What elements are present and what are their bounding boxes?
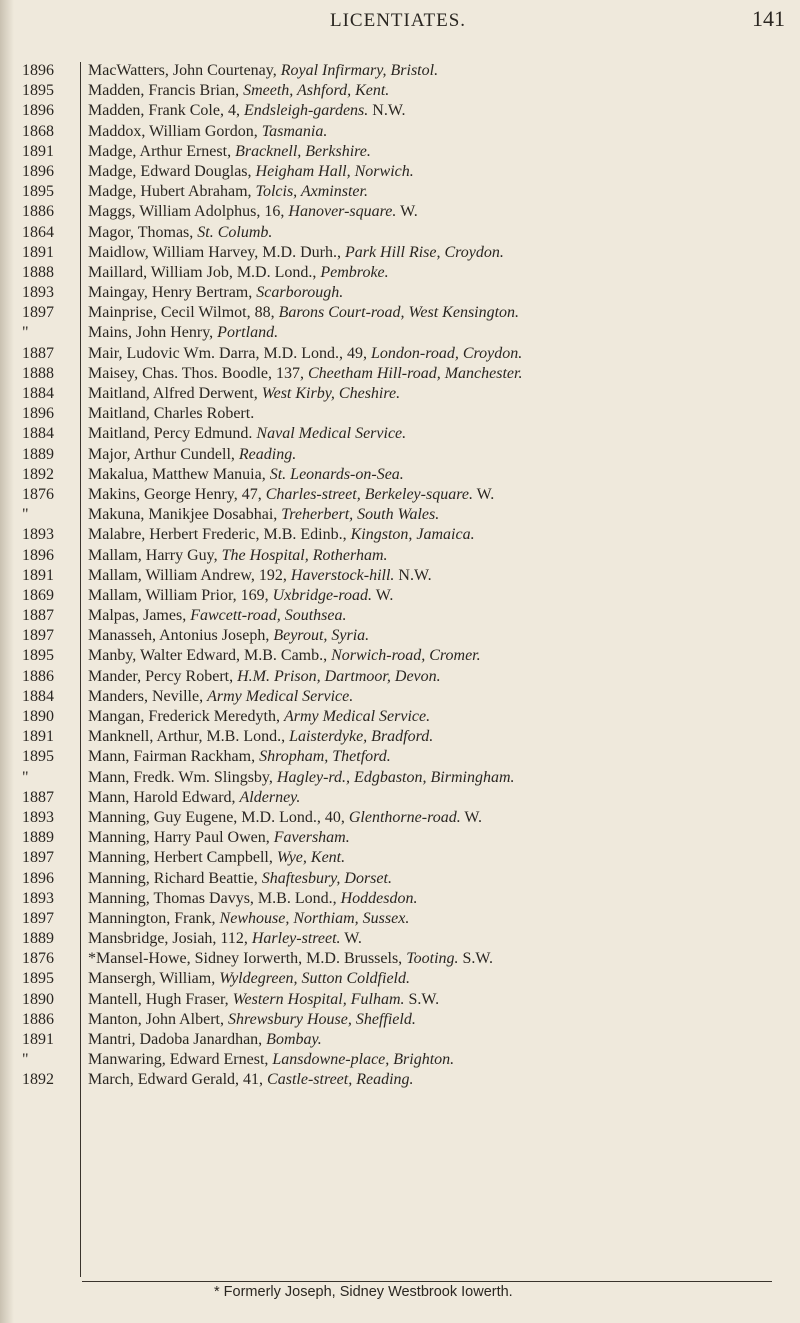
entry-text bbox=[88, 122, 800, 142]
list-item bbox=[0, 949, 800, 969]
entry-district: W. bbox=[340, 930, 362, 948]
entry-year: 1895 bbox=[22, 748, 54, 766]
list-item bbox=[0, 303, 800, 323]
entry-year: 1896 bbox=[22, 162, 54, 180]
entry-address: Army Medical Service. bbox=[283, 708, 431, 725]
entry-name: Maggs, William Adolphus, 16, bbox=[88, 203, 289, 221]
entry-text bbox=[88, 1010, 800, 1030]
entry-name: Mallam, William Andrew, 192, bbox=[88, 566, 291, 584]
entry-name: Mantri, Dadoba Janardhan, bbox=[88, 1031, 267, 1048]
entry-year: 1896 bbox=[22, 405, 54, 423]
entry-district: W. bbox=[460, 808, 483, 826]
entry-year: 1892 bbox=[22, 1071, 54, 1089]
entry-name: Mannington, Frank, bbox=[88, 909, 220, 927]
entry-text bbox=[88, 606, 800, 626]
entry-name: Manning, Richard Beattie, bbox=[88, 869, 262, 887]
entry-text bbox=[88, 848, 800, 868]
entry-year: 1891 bbox=[22, 243, 54, 261]
list-item bbox=[0, 788, 800, 808]
entry-address: Wye, Kent. bbox=[276, 849, 346, 867]
entry-year: " bbox=[22, 324, 29, 342]
entry-text bbox=[88, 667, 800, 687]
entry-address: St. Leonards-on-Sea. bbox=[269, 465, 404, 483]
list-item bbox=[0, 485, 800, 505]
entry-text bbox=[88, 303, 800, 323]
entry-address: Hoddesdon. bbox=[340, 889, 418, 907]
entry-name: Malpas, James, bbox=[88, 607, 191, 625]
entry-year: 1868 bbox=[22, 122, 54, 140]
entry-address: West Kirby, Cheshire. bbox=[261, 385, 401, 402]
entry-name: Manders, Neville, bbox=[88, 687, 208, 705]
entry-year: 1896 bbox=[22, 869, 54, 887]
entry-year: 1897 bbox=[22, 627, 54, 645]
licentiates-list bbox=[0, 61, 800, 1091]
entry-district: W. bbox=[396, 203, 418, 221]
entry-name: Maillard, William Job, M.D. Lond., bbox=[88, 263, 321, 281]
entry-year: 1893 bbox=[22, 526, 54, 544]
entry-address: Harley-street. bbox=[251, 930, 341, 948]
list-item bbox=[0, 263, 800, 283]
entry-text bbox=[88, 364, 800, 384]
entry-year: 1890 bbox=[22, 990, 54, 1008]
entry-text bbox=[88, 404, 800, 424]
entry-text bbox=[88, 990, 800, 1010]
footnote-rule bbox=[82, 1281, 772, 1282]
entry-address: Park Hill Rise, Croydon. bbox=[344, 243, 504, 261]
list-item bbox=[0, 384, 800, 404]
entry-text bbox=[88, 61, 800, 81]
entry-text bbox=[88, 243, 800, 263]
entry-address: Heigham Hall, Norwich. bbox=[255, 162, 414, 180]
entry-year: 1888 bbox=[22, 364, 54, 382]
list-item bbox=[0, 1070, 800, 1090]
entry-year: 1896 bbox=[22, 546, 54, 564]
entry-address: Fawcett-road, Southsea. bbox=[190, 607, 347, 625]
entry-year: 1891 bbox=[22, 1031, 54, 1048]
entry-name: MacWatters, John Courtenay, bbox=[88, 62, 281, 79]
entry-address: Wyldegreen, Sutton Coldfield. bbox=[219, 970, 410, 988]
list-item bbox=[0, 404, 800, 424]
list-item bbox=[0, 344, 800, 364]
entry-name: Madden, Frank Cole, 4, bbox=[88, 102, 244, 120]
list-item bbox=[0, 122, 800, 142]
entry-name: Mann, Fredk. Wm. Slingsby, bbox=[88, 768, 277, 786]
list-item bbox=[0, 445, 800, 465]
entry-address: Scarborough. bbox=[256, 284, 344, 302]
entry-text bbox=[88, 687, 800, 707]
list-item bbox=[0, 101, 800, 121]
entry-name: Mallam, Harry Guy, bbox=[88, 546, 222, 564]
entry-address: The Hospital, Rotherham. bbox=[221, 546, 388, 564]
entry-year: 1886 bbox=[22, 203, 54, 221]
entry-name: Manning, Harry Paul Owen, bbox=[88, 829, 274, 847]
entry-address: Glenthorne-road. bbox=[348, 808, 461, 826]
entry-text bbox=[88, 546, 800, 566]
entry-name: Mansergh, William, bbox=[88, 970, 220, 988]
entry-name: Mainprise, Cecil Wilmot, 88, bbox=[88, 304, 279, 322]
entry-text bbox=[88, 182, 800, 202]
entry-name: March, Edward Gerald, 41, bbox=[88, 1071, 268, 1089]
list-item bbox=[0, 1050, 800, 1070]
entry-address: Reading. bbox=[238, 445, 297, 463]
list-item bbox=[0, 909, 800, 929]
list-item bbox=[0, 687, 800, 707]
entry-name: Manknell, Arthur, M.B. Lond., bbox=[88, 728, 290, 746]
entry-address: Tooting. bbox=[406, 950, 459, 968]
entry-address: Haverstock-hill. bbox=[290, 566, 395, 584]
entry-text bbox=[88, 384, 800, 404]
entry-year: 1864 bbox=[22, 223, 54, 241]
entry-address: Charles-street, Berkeley-square. bbox=[265, 485, 473, 503]
entry-year: 1891 bbox=[22, 566, 54, 584]
entry-name: Mair, Ludovic Wm. Darra, M.D. Lond., 49, bbox=[88, 344, 372, 362]
entry-text bbox=[88, 869, 800, 889]
entry-year: 1887 bbox=[22, 344, 54, 362]
entry-year: 1895 bbox=[22, 970, 54, 988]
list-item bbox=[0, 586, 800, 606]
list-item bbox=[0, 81, 800, 101]
list-item bbox=[0, 828, 800, 848]
list-item bbox=[0, 747, 800, 767]
list-item bbox=[0, 1030, 800, 1050]
list-item bbox=[0, 61, 800, 81]
list-item bbox=[0, 848, 800, 868]
entry-address: Beyrout, Syria. bbox=[273, 627, 370, 645]
entry-name: Makins, George Henry, 47, bbox=[88, 485, 266, 503]
entry-address: Faversham. bbox=[273, 829, 350, 847]
entry-name: Madge, Edward Douglas, bbox=[88, 162, 256, 180]
list-item bbox=[0, 869, 800, 889]
entry-text bbox=[88, 586, 800, 606]
list-item bbox=[0, 808, 800, 828]
entry-text bbox=[88, 485, 800, 505]
entry-year: 1887 bbox=[22, 607, 54, 625]
entry-text bbox=[88, 1050, 800, 1070]
entry-address: Western Hospital, Fulham. bbox=[232, 990, 405, 1008]
entry-year: 1895 bbox=[22, 647, 54, 665]
entry-year: 1884 bbox=[22, 687, 54, 705]
entry-address: Newhouse, Northiam, Sussex. bbox=[219, 909, 410, 927]
entry-district: W. bbox=[472, 485, 495, 503]
list-item bbox=[0, 667, 800, 687]
list-item bbox=[0, 505, 800, 525]
entry-address: Lansdowne-place, Brighton. bbox=[272, 1051, 455, 1069]
entry-name: Mander, Percy Robert, bbox=[88, 667, 238, 685]
entry-text bbox=[88, 525, 800, 545]
entry-name: Manning, Thomas Davys, M.B. Lond., bbox=[88, 889, 341, 907]
list-item bbox=[0, 1010, 800, 1030]
entry-name: Makalua, Matthew Manuia, bbox=[88, 465, 270, 483]
entry-year: 1869 bbox=[22, 586, 54, 604]
entry-text bbox=[88, 889, 800, 909]
entry-address: H.M. Prison, Dartmoor, Devon. bbox=[237, 667, 441, 685]
entry-address: Norwich-road, Cromer. bbox=[331, 647, 481, 665]
entry-year: 1876 bbox=[22, 485, 54, 503]
entry-year: 1893 bbox=[22, 889, 54, 907]
entry-year: 1892 bbox=[22, 465, 54, 483]
entry-year: 1893 bbox=[22, 808, 54, 826]
list-item bbox=[0, 990, 800, 1010]
entry-year: " bbox=[22, 768, 29, 786]
entry-address: Naval Medical Service. bbox=[256, 425, 407, 443]
entry-year: 1886 bbox=[22, 667, 54, 685]
list-item bbox=[0, 727, 800, 747]
entry-text bbox=[88, 465, 800, 485]
entry-address: Hagley-rd., Edgbaston, Birmingham. bbox=[276, 768, 515, 786]
entry-year: 1896 bbox=[22, 102, 54, 120]
entry-text bbox=[88, 344, 800, 364]
entry-text bbox=[88, 646, 800, 666]
entry-name: Madge, Hubert Abraham, bbox=[88, 183, 256, 201]
entry-name: Manning, Guy Eugene, M.D. Lond., 40, bbox=[88, 808, 349, 826]
entry-address: Castle-street, Reading. bbox=[267, 1071, 414, 1089]
entry-text bbox=[88, 828, 800, 848]
entry-name: Manwaring, Edward Ernest, bbox=[88, 1051, 273, 1069]
list-item bbox=[0, 546, 800, 566]
entry-text bbox=[88, 81, 800, 101]
page-number: 141 bbox=[752, 6, 785, 31]
entry-text bbox=[88, 909, 800, 929]
entry-district: S.W. bbox=[458, 950, 494, 968]
entry-year: 1897 bbox=[22, 909, 54, 927]
entry-name: Madden, Francis Brian, bbox=[88, 82, 244, 100]
entry-address: Kingston, Jamaica. bbox=[350, 526, 475, 544]
list-item bbox=[0, 566, 800, 586]
list-item bbox=[0, 364, 800, 384]
entry-name: Major, Arthur Cundell, bbox=[88, 445, 239, 463]
entry-name: *Mansel-Howe, Sidney Iorwerth, M.D. Brussels, bbox=[88, 950, 407, 968]
entry-year: 1895 bbox=[22, 82, 54, 100]
entry-address: St. Columb. bbox=[197, 223, 273, 241]
list-item bbox=[0, 969, 800, 989]
entry-text bbox=[88, 445, 800, 465]
entry-address: Alderney. bbox=[239, 788, 301, 806]
entry-name: Maitland, Alfred Derwent, bbox=[88, 385, 262, 402]
entry-district: N.W. bbox=[394, 566, 432, 584]
entry-text bbox=[88, 424, 800, 444]
entry-year: 1889 bbox=[22, 829, 54, 847]
entry-district: W. bbox=[372, 586, 394, 604]
entry-year: 1889 bbox=[22, 445, 54, 463]
entry-text bbox=[88, 202, 800, 222]
entry-name: Manby, Walter Edward, M.B. Camb., bbox=[88, 647, 332, 665]
entry-address: Uxbridge-road. bbox=[272, 586, 373, 604]
entry-address: Shropham, Thetford. bbox=[259, 748, 391, 766]
entry-name: Mangan, Frederick Meredyth, bbox=[88, 708, 284, 725]
entry-name: Manasseh, Antonius Joseph, bbox=[88, 627, 274, 645]
list-item bbox=[0, 182, 800, 202]
entry-text bbox=[88, 505, 800, 525]
running-header bbox=[0, 4, 800, 40]
entry-address: Smeeth, Ashford, Kent. bbox=[243, 82, 390, 100]
entry-name: Malabre, Herbert Frederic, M.B. Edinb., bbox=[88, 526, 351, 544]
entry-name: Maisey, Chas. Thos. Boodle, 137, bbox=[88, 364, 308, 382]
entry-year: 1891 bbox=[22, 142, 54, 160]
entry-district: N.W. bbox=[368, 102, 406, 120]
entry-text bbox=[88, 788, 800, 808]
entry-address: Endsleigh-gardens. bbox=[243, 102, 369, 120]
entry-address: Treherbert, South Wales. bbox=[281, 506, 440, 524]
entry-address: Pembroke. bbox=[320, 263, 389, 281]
entry-year: 1888 bbox=[22, 263, 54, 281]
entry-name: Magor, Thomas, bbox=[88, 223, 198, 241]
entry-text bbox=[88, 283, 800, 303]
entry-address: London-road, Croydon. bbox=[371, 344, 523, 362]
entry-name: Maingay, Henry Bertram, bbox=[88, 284, 257, 302]
entry-year: 1884 bbox=[22, 385, 54, 402]
entry-year: 1896 bbox=[22, 62, 54, 79]
list-item bbox=[0, 424, 800, 444]
footnote: * Formerly Joseph, Sidney Westbrook Iowerth. bbox=[214, 1284, 513, 1300]
list-item bbox=[0, 525, 800, 545]
list-item bbox=[0, 707, 800, 727]
entry-address: Bombay. bbox=[266, 1031, 322, 1048]
entry-name: Maidlow, William Harvey, M.D. Durh., bbox=[88, 243, 345, 261]
list-item bbox=[0, 606, 800, 626]
entry-name: Mann, Fairman Rackham, bbox=[88, 748, 260, 766]
entry-text bbox=[88, 747, 800, 767]
list-item bbox=[0, 283, 800, 303]
entry-text bbox=[88, 949, 800, 969]
entry-text bbox=[88, 929, 800, 949]
entry-name: Maitland, Percy Edmund. bbox=[88, 425, 257, 443]
entry-text bbox=[88, 263, 800, 283]
entry-address: Royal Infirmary, Bristol. bbox=[280, 62, 439, 79]
list-item bbox=[0, 768, 800, 788]
list-item bbox=[0, 323, 800, 343]
entry-year: " bbox=[22, 1051, 29, 1069]
entry-name: Mansbridge, Josiah, 112, bbox=[88, 930, 252, 948]
entry-name: Manning, Herbert Campbell, bbox=[88, 849, 277, 867]
entry-text bbox=[88, 768, 800, 788]
entry-year: 1887 bbox=[22, 788, 54, 806]
entry-text bbox=[88, 162, 800, 182]
entry-address: Army Medical Service. bbox=[207, 687, 354, 705]
entry-address: Cheetham Hill-road, Manchester. bbox=[308, 364, 523, 382]
entry-district: S.W. bbox=[404, 990, 440, 1008]
entry-text bbox=[88, 727, 800, 747]
list-item bbox=[0, 626, 800, 646]
entry-name: Mains, John Henry, bbox=[88, 324, 218, 342]
list-item bbox=[0, 929, 800, 949]
list-item bbox=[0, 646, 800, 666]
entry-address: Bracknell, Berkshire. bbox=[235, 142, 371, 160]
entry-address: Barons Court-road, West Kensington. bbox=[278, 304, 520, 322]
list-item bbox=[0, 142, 800, 162]
entry-name: Makuna, Manikjee Dosabhai, bbox=[88, 506, 282, 524]
list-item bbox=[0, 889, 800, 909]
entry-name: Mallam, William Prior, 169, bbox=[88, 586, 273, 604]
entry-address: Portland. bbox=[217, 324, 279, 342]
entry-year: 1891 bbox=[22, 728, 54, 746]
entry-text bbox=[88, 1070, 800, 1090]
entry-year: 1886 bbox=[22, 1010, 54, 1028]
entry-text bbox=[88, 1030, 800, 1050]
running-title: LICENTIATES. bbox=[330, 10, 467, 31]
entry-name: Madge, Arthur Ernest, bbox=[88, 142, 236, 160]
entry-name: Mann, Harold Edward, bbox=[88, 788, 240, 806]
list-item bbox=[0, 243, 800, 263]
entry-year: 1884 bbox=[22, 425, 54, 443]
entry-address: Tolcis, Axminster. bbox=[255, 183, 368, 201]
entry-year: 1897 bbox=[22, 849, 54, 867]
entry-year: 1889 bbox=[22, 930, 54, 948]
entry-year: 1897 bbox=[22, 304, 54, 322]
entry-text bbox=[88, 323, 800, 343]
entry-address: Shrewsbury House, Sheffield. bbox=[228, 1010, 416, 1028]
entry-year: 1890 bbox=[22, 708, 54, 725]
entry-year: 1895 bbox=[22, 183, 54, 201]
entry-name: Maddox, William Gordon, bbox=[88, 122, 262, 140]
entry-text bbox=[88, 808, 800, 828]
entry-text bbox=[88, 566, 800, 586]
list-item bbox=[0, 162, 800, 182]
entry-text bbox=[88, 142, 800, 162]
list-item bbox=[0, 465, 800, 485]
entry-year: " bbox=[22, 506, 29, 524]
entry-year: 1893 bbox=[22, 284, 54, 302]
entry-address: Tasmania. bbox=[261, 122, 328, 140]
entry-text bbox=[88, 707, 800, 727]
entry-text bbox=[88, 223, 800, 243]
entry-name: Maitland, Charles Robert. bbox=[88, 405, 255, 423]
entry-address: Laisterdyke, Bradford. bbox=[289, 728, 434, 746]
entry-name: Mantell, Hugh Fraser, bbox=[88, 990, 233, 1008]
list-item bbox=[0, 202, 800, 222]
entry-text bbox=[88, 969, 800, 989]
entry-year: 1876 bbox=[22, 950, 54, 968]
list-item bbox=[0, 223, 800, 243]
entry-text bbox=[88, 626, 800, 646]
entry-address: Hanover-square. bbox=[288, 203, 397, 221]
entry-text bbox=[88, 101, 800, 121]
entry-address: Shaftesbury, Dorset. bbox=[261, 869, 392, 887]
entry-name: Manton, John Albert, bbox=[88, 1010, 228, 1028]
